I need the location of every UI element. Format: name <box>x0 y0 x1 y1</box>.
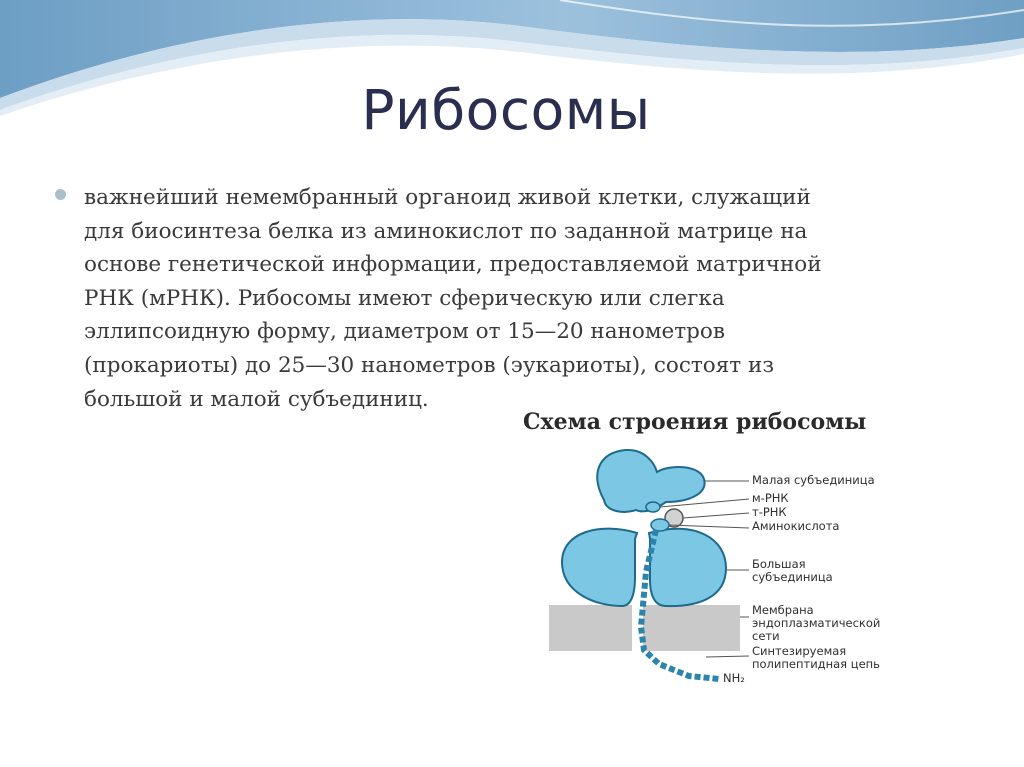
definition-text <box>84 181 944 416</box>
page-title: Рибосомы <box>361 78 651 142</box>
label-small-subunit: Малая субъединица <box>752 473 875 487</box>
label-mrna: м-РНК <box>752 491 789 505</box>
label-er-membrane-line: сети <box>752 629 780 643</box>
label-trna: т-РНК <box>752 505 787 519</box>
definition-line: основе генетической информации, предоставляемой матричной <box>84 252 822 278</box>
large-subunit-right-lobe <box>649 529 726 606</box>
large-subunit-left-lobe <box>562 529 637 606</box>
label-amino-acid: Аминокислота <box>752 519 840 533</box>
label-polypeptide-line: полипептидная цепь <box>752 657 880 671</box>
er-membrane-right <box>643 605 740 651</box>
label-large-subunit <box>752 558 833 584</box>
definition-line: РНК (мРНК). Рибосомы имеют сферическую или слегка <box>84 285 725 311</box>
label-large-subunit-line: Большая <box>752 557 806 571</box>
definition-line: важнейший немембранный органоид живой клетки, служащий <box>84 185 811 210</box>
er-membrane-left <box>549 605 632 651</box>
definition-line: большой и малой субъединиц. <box>84 386 429 412</box>
label-large-subunit-line: субъединица <box>752 570 833 584</box>
label-er-membrane-line: эндоплазматической <box>752 616 881 630</box>
ribosome-diagram <box>494 392 1014 714</box>
definition-line: эллипсоидную форму, диаметром от 15—20 нанометров <box>84 319 725 345</box>
label-polypeptide <box>752 645 880 671</box>
label-nh2: NH₂ <box>723 671 745 685</box>
diagram-title: Схема строения рибосомы <box>523 409 867 435</box>
definition-line: (прокариоты) до 25—30 нанометров (эукариоты), состоят из <box>84 352 775 378</box>
bullet-icon <box>55 189 66 200</box>
mrna-icon <box>646 502 660 512</box>
label-polypeptide-line: Синтезируемая <box>752 644 847 658</box>
label-er-membrane <box>752 604 880 643</box>
definition-line: для биосинтеза белка из аминокислот по заданной матрице на <box>84 218 808 244</box>
amino-acid-icon <box>651 519 669 531</box>
label-er-membrane-line: Мембрана <box>752 603 814 617</box>
